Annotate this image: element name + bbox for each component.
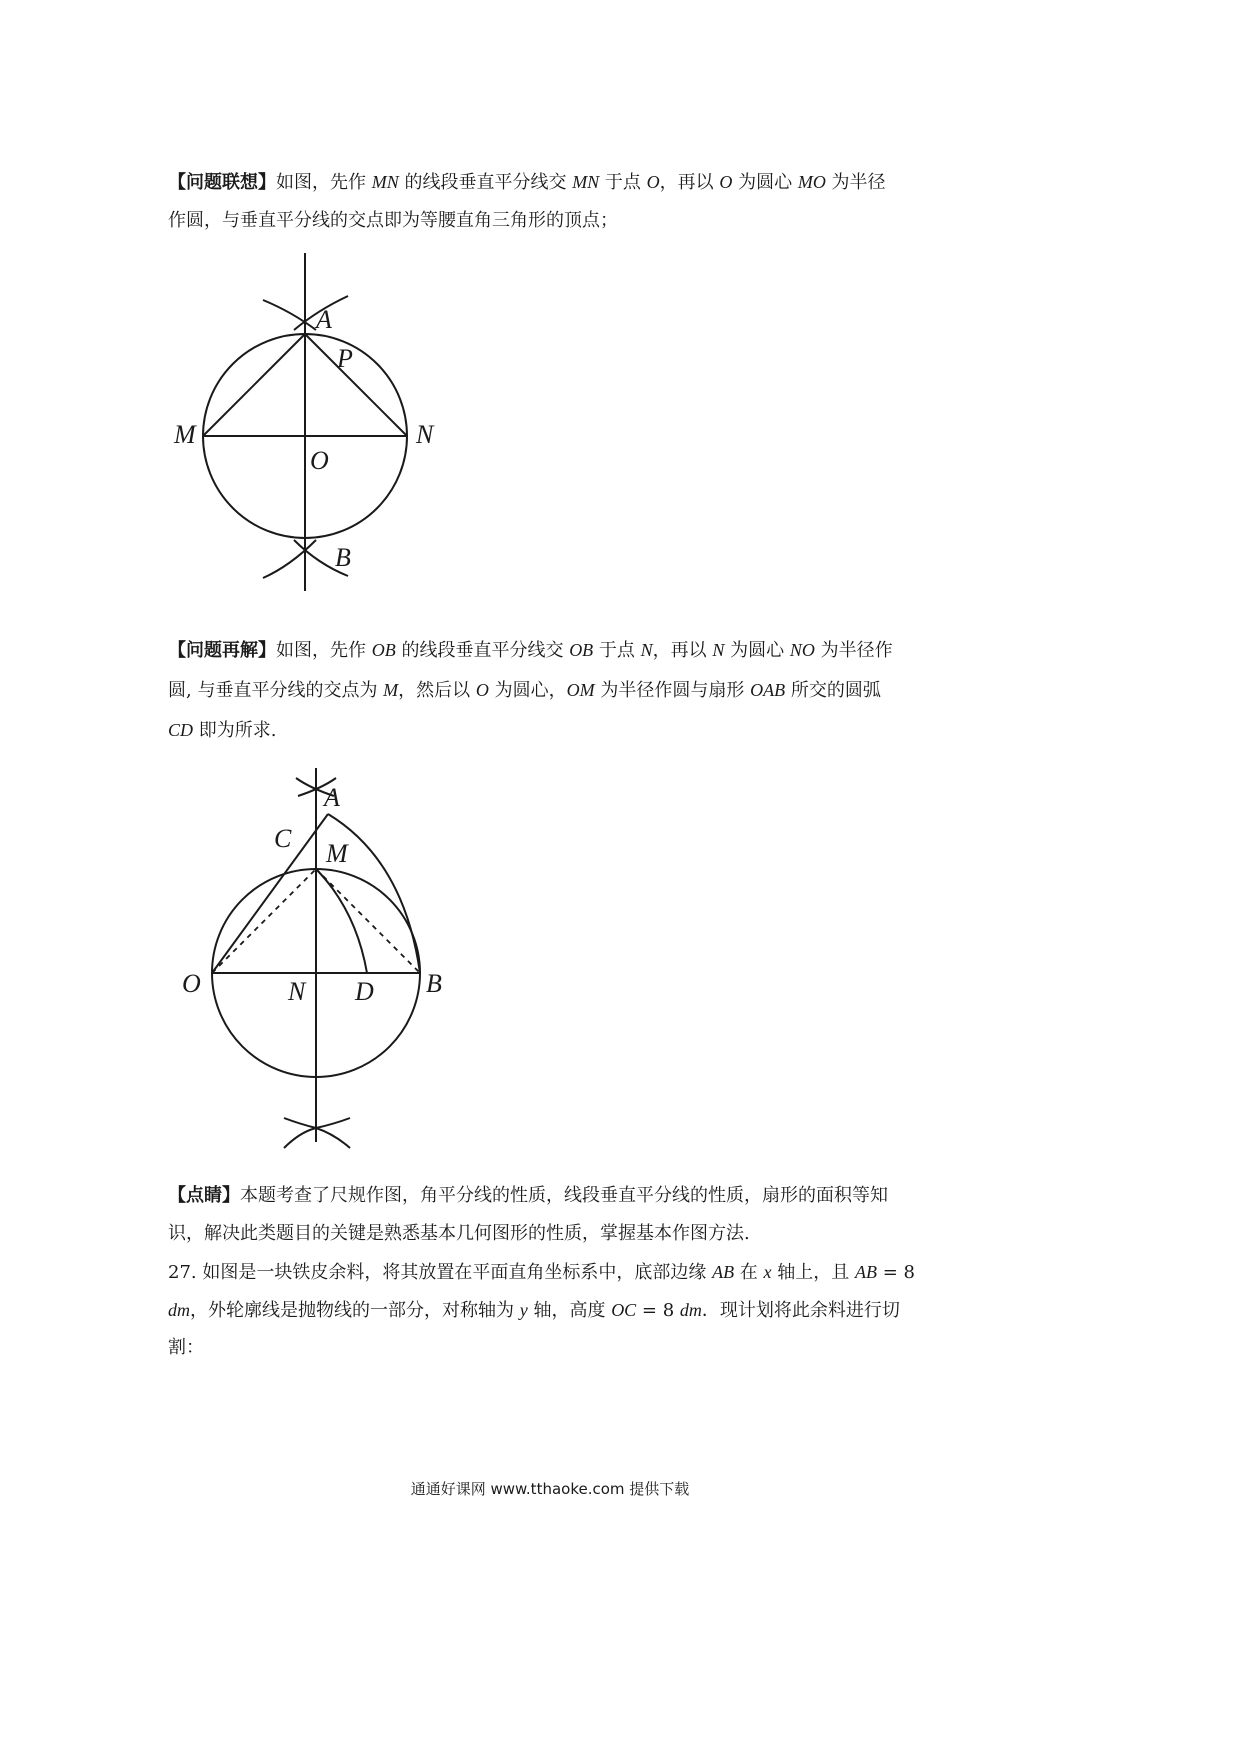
label-m: M	[326, 839, 348, 868]
footer-text: 通通好课网 www.tthaoke.com 提供下载	[410, 1480, 690, 1498]
label-o: O	[310, 446, 329, 475]
label-o: O	[182, 969, 201, 998]
dashed-om	[212, 869, 316, 973]
dashed-mb	[316, 869, 420, 973]
label-n: N	[416, 420, 434, 449]
figure1-diagram	[160, 248, 460, 598]
arc-ab	[328, 814, 420, 973]
label-d: D	[355, 977, 374, 1006]
label-n: N	[288, 977, 306, 1006]
section2-line1: 【问题再解】如图，先作 OB 的线段垂直平分线交 OB 于点 N，再以 N 为圆心 NO 为半径作	[168, 640, 893, 661]
segment-oa	[212, 814, 328, 973]
segment-am	[203, 334, 305, 436]
arc-cd	[316, 869, 367, 973]
label-c: C	[274, 824, 292, 853]
section3-tag: 【点睛】	[168, 1185, 240, 1206]
problem27-line2: dm，外轮廓线是抛物线的一部分，对称轴为 y 轴，高度 OC = 8 dm．现计划将此余料进行切	[168, 1300, 900, 1321]
section1-line2: 作圆，与垂直平分线的交点即为等腰直角三角形的顶点；	[168, 210, 618, 231]
figure2-diagram	[170, 760, 460, 1155]
section2-line3: CD 即为所求.	[168, 720, 277, 741]
arc-top-left	[263, 300, 316, 330]
section3-line2: 识，解决此类题目的关键是熟悉基本几何图形的性质，掌握基本作图方法.	[168, 1223, 750, 1244]
label-a: A	[316, 305, 332, 334]
label-a: A	[324, 783, 340, 812]
label-p: P	[337, 344, 353, 373]
segment-an	[305, 334, 407, 436]
section2-line2: 圆, 与垂直平分线的交点为 M，然后以 O 为圆心，OM 为半径作圆与扇形 OAB 所交的圆弧	[168, 680, 881, 701]
label-b: B	[426, 969, 442, 998]
section1-tag: 【问题联想】	[168, 172, 276, 193]
section3-line1: 【点睛】本题考查了尺规作图，角平分线的性质，线段垂直平分线的性质，扇形的面积等知	[168, 1185, 888, 1206]
section1-line1: 【问题联想】如图，先作 MN 的线段垂直平分线交 MN 于点 O，再以 O 为圆心 MO 为半径	[168, 172, 886, 193]
arc-bottom-left	[263, 540, 316, 578]
section2-tag: 【问题再解】	[168, 640, 276, 661]
label-b: B	[335, 543, 351, 572]
problem27-line3: 割：	[168, 1337, 204, 1358]
problem27-line1: 27. 如图是一块铁皮余料，将其放置在平面直角坐标系中，底部边缘 AB 在 x 轴上，且 AB = 8	[168, 1262, 915, 1283]
label-m: M	[174, 420, 196, 449]
